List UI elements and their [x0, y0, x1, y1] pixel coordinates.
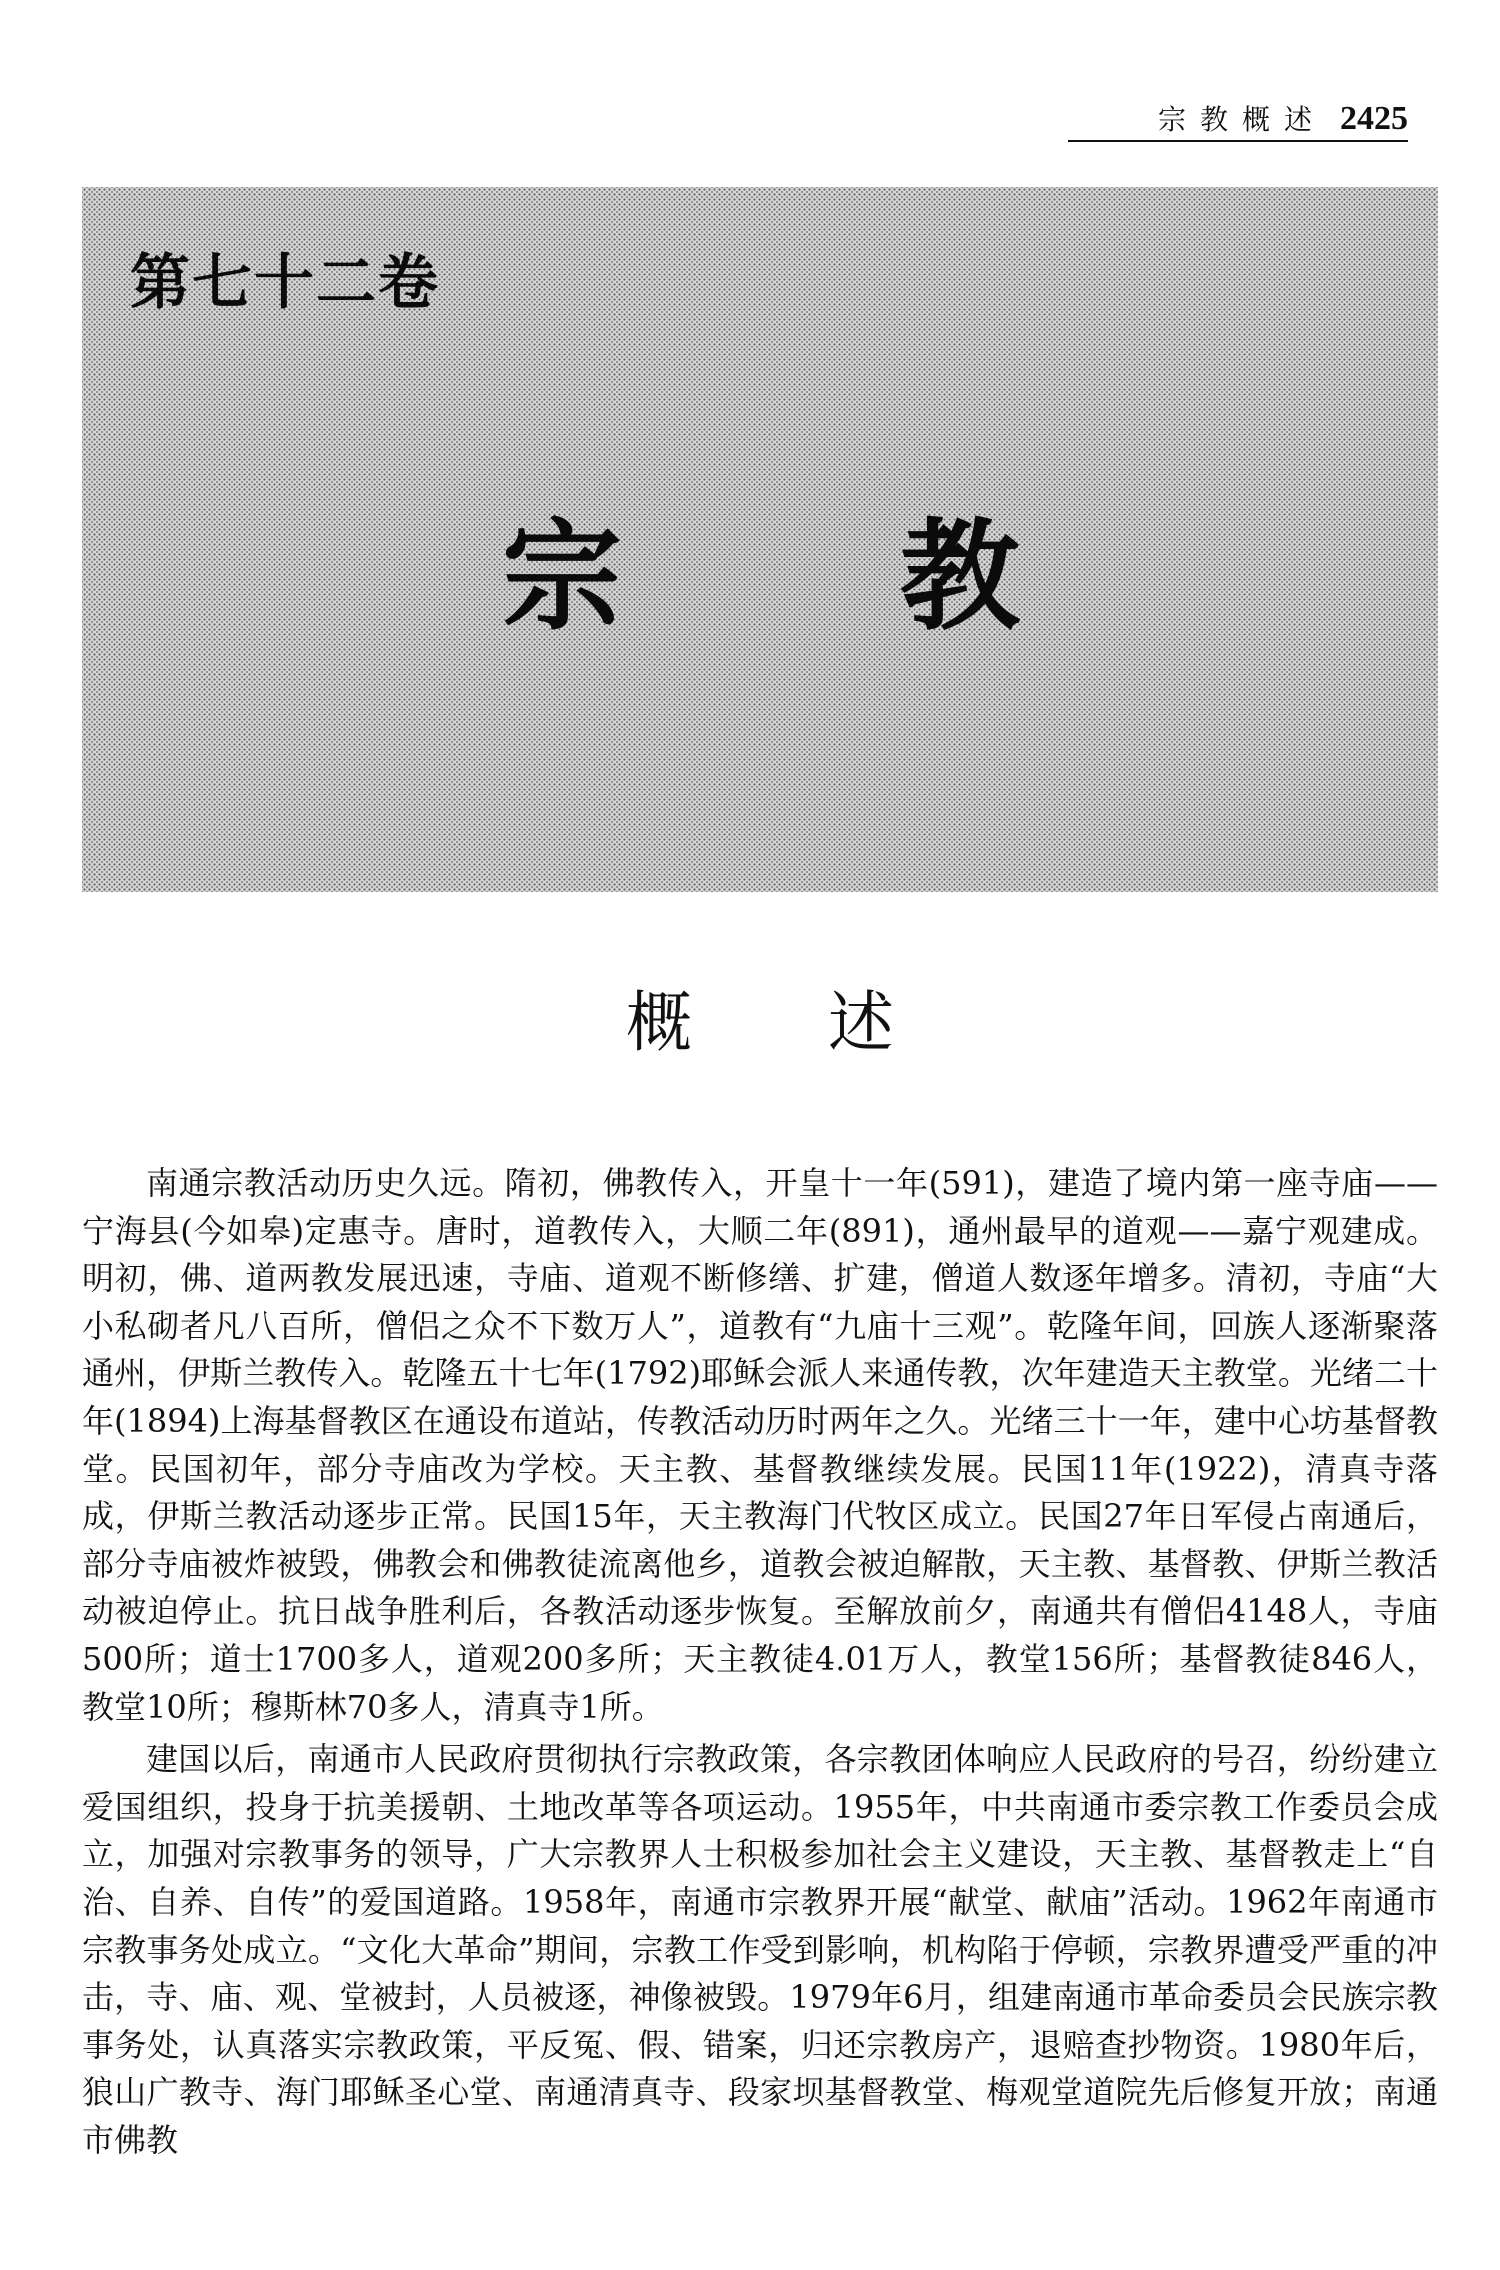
volume-label: 第七十二卷	[130, 248, 440, 318]
paragraph: 建国以后，南通市人民政府贯彻执行宗教政策，各宗教团体响应人民政府的号召，纷纷建立爱国组织，投身于抗美援朝、土地改革等各项运动。1955年，中共南通市委宗教工作委员会成立，加强对宗教事务的领导，广大宗教界人士积极参加社会主义建设，天主教、基督教走上“自治、自养、自传”的爱国道路。1958年，南通市宗教界开展“献堂、献庙”活动。1962年南通市宗教事务处成立。“文化大革命”期间，宗教工作受到影响，机构陷于停顿，宗教界遭受严重的冲击，寺、庙、观、堂被封，人员被逐，神像被毁。1979年6月，组建南通市革命委员会民族宗教事务处，认真落实宗教政策，平反冤、假、错案，归还宗教房产，退赔查抄物资。1980年后，狼山广教寺、海门耶稣圣心堂、南通清真寺、段家坝基督教堂、梅观堂道院先后修复开放；南通市佛教	[82, 1740, 1438, 2159]
section-title-char-1: 概	[626, 984, 692, 1061]
chapter-banner	[82, 187, 1438, 892]
running-header	[1068, 92, 1408, 142]
chapter-title-char-2: 教	[900, 506, 1020, 647]
running-header-section: 宗教概述	[1157, 103, 1326, 136]
section-title-char-2: 述	[828, 984, 894, 1061]
body-text	[82, 1160, 1438, 2169]
chapter-title-char-1: 宗	[502, 506, 622, 647]
page-number: 2425	[1340, 100, 1408, 137]
paragraph: 南通宗教活动历史久远。隋初，佛教传入，开皇十一年(591)，建造了境内第一座寺庙——宁海县(今如皋)定惠寺。唐时，道教传入，大顺二年(891)，通州最早的道观——嘉宁观建成。明初，佛、道两教发展迅速，寺庙、道观不断修缮、扩建，僧道人数逐年增多。清初，寺庙“大小私砌者凡八百所，僧侣之众不下数万人”，道教有“九庙十三观”。乾隆年间，回族人逐渐聚落通州，伊斯兰教传入。乾隆五十七年(1792)耶稣会派人来通传教，次年建造天主教堂。光绪二十年(1894)上海基督教区在通设布道站，传教活动历时两年之久。光绪三十一年，建中心坊基督教堂。民国初年，部分寺庙改为学校。天主教、基督教继续发展。民国11年(1922)，清真寺落成，伊斯兰教活动逐步正常。民国15年，天主教海门代牧区成立。民国27年日军侵占南通后，部分寺庙被炸被毁，佛教会和佛教徒流离他乡，道教会被迫解散，天主教、基督教、伊斯兰教活动被迫停止。抗日战争胜利后，各教活动逐步恢复。至解放前夕，南通共有僧侣4148人，寺庙500所；道士1700多人，道观200多所；天主教徒4.01万人，教堂156所；基督教徒846人，教堂10所；穆斯林70多人，清真寺1所。	[82, 1164, 1438, 1726]
